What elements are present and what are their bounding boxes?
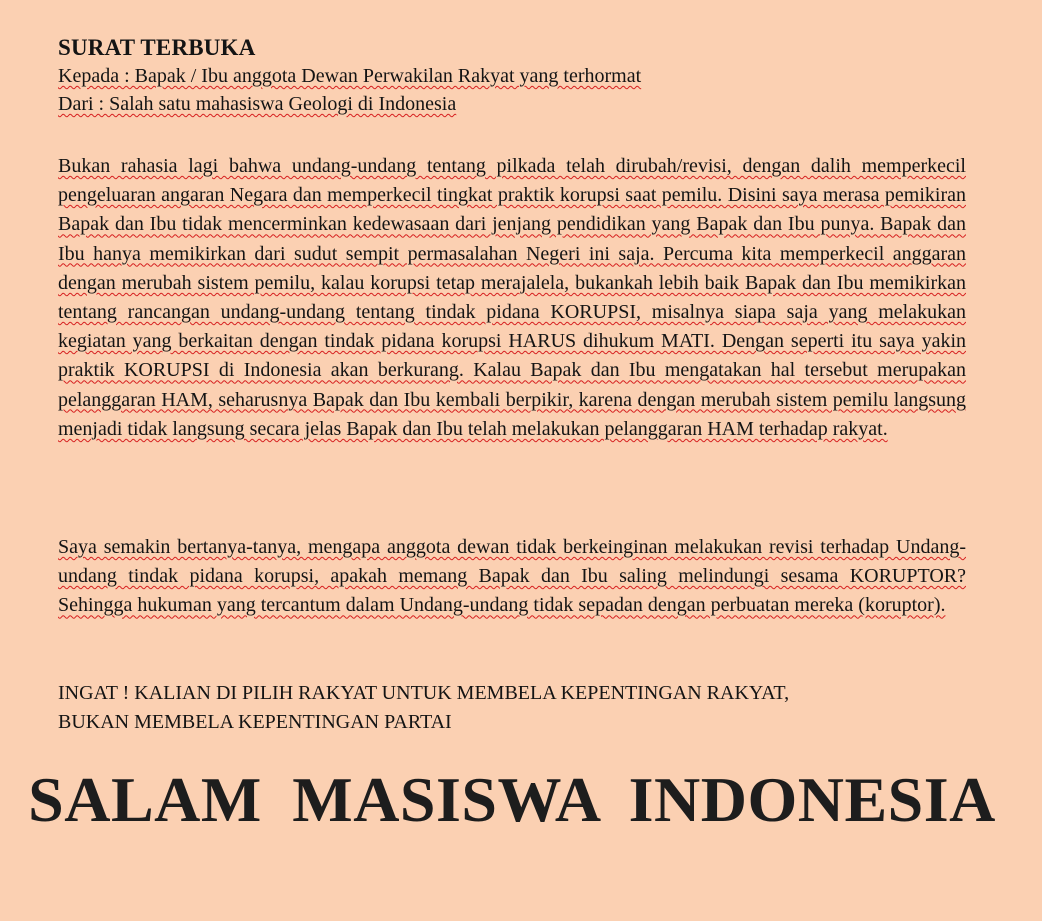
letter-header [58, 34, 968, 118]
closing-salutation: SALAM MASISWA INDONESIA [28, 764, 996, 835]
paragraph-2: Saya semakin bertanya-tanya, mengapa anggota dewan tidak berkeinginan melakukan revisi terhadap Undang-undang tindak pidana korupsi, apakah memang Bapak dan Ibu saling melindungi sesama KORUPTOR? Sehingga hukuman yang tercantum dalam Undang-undang tidak sepadan dengan perbuatan mereka (koruptor). [58, 536, 966, 617]
letter-title: SURAT TERBUKA [58, 35, 256, 60]
appeal-line-1: INGAT ! KALIAN DI PILIH RAKYAT UNTUK MEMBELA KEPENTINGAN RAKYAT, [58, 682, 790, 704]
sender-line: Dari : Salah satu mahasiswa Geologi di Indonesia [58, 93, 457, 115]
recipient-line: Kepada : Bapak / Ibu anggota Dewan Perwakilan Rakyat yang terhormat [58, 65, 642, 87]
appeal-line-2: BUKAN MEMBELA KEPENTINGAN PARTAI [58, 711, 452, 734]
paragraph-3 [58, 679, 966, 737]
paragraph-1: Bukan rahasia lagi bahwa undang-undang tentang pilkada telah dirubah/revisi, dengan dalih memperkecil pengeluaran angaran Negara dan memperkecil tingkat praktik korupsi saat pemilu. Disini saya merasa pemikiran Bapak dan Ibu tidak mencerminkan kedewasaan dari jenjang pendidikan yang Bapak dan Ibu punya. Bapak dan Ibu hanya memikirkan dari sudut sempit permasalahan Negeri ini saja. Percuma kita memperkecil anggaran dengan merubah sistem pemilu, kalau korupsi tetap merajalela, bukankah lebih baik Bapak dan Ibu memikirkan tentang rancangan undang-undang tentang tindak pidana KORUPSI, misalnya siapa saja yang melakukan kegiatan yang berkaitan dengan tindak pidana korupsi HARUS dihukum MATI. Dengan seperti itu saya yakin praktik KORUPSI di Indonesia akan berkurang. Kalau Bapak dan Ibu mengatakan hal tersebut merupakan pelanggaran HAM, seharusnya Bapak dan Ibu kembali berpikir, karena dengan merubah sistem pemilu langsung menjadi tidak langsung secara jelas Bapak dan Ibu telah melakukan pelanggaran HAM terhadap rakyat. [58, 155, 966, 440]
